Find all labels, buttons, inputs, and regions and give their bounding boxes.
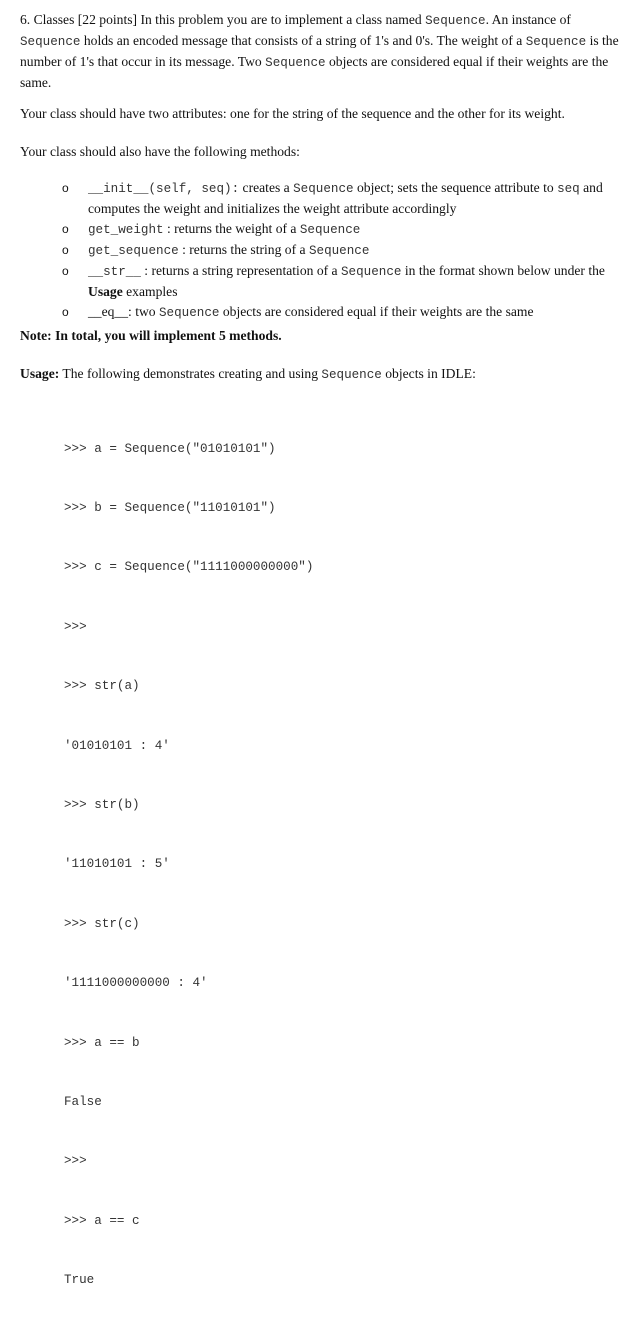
bullet-icon: o [62, 181, 69, 195]
code-line: False [64, 1094, 102, 1109]
bullet-icon: o [62, 305, 69, 319]
method-signature: __eq__ [88, 304, 129, 319]
code-line: '01010101 : 4' [64, 738, 170, 753]
class-name-code: Sequence [425, 14, 486, 28]
bullet-icon: o [62, 222, 69, 236]
method-item-get-weight: o get_weight : returns the weight of a Sequence [62, 221, 361, 237]
methods-list [0, 178, 637, 323]
code-line: >>> str(b) [64, 797, 140, 812]
method-signature: __init__(self, seq): [88, 182, 240, 196]
method-item-init: o __init__(self, seq): creates a Sequence object; sets the sequence attribute to seq and computes the weight and initializes the weight attribute accordingly [62, 180, 603, 216]
bullet-icon: o [62, 264, 69, 278]
method-item-get-sequence: o get_sequence : returns the string of a Sequence [62, 242, 370, 258]
bullet-icon: o [62, 243, 69, 257]
usage-paragraph: Usage: The following demonstrates creating and using Sequence objects in IDLE: [20, 366, 476, 382]
code-line: >>> a == b [64, 1035, 140, 1050]
code-line: >>> str(c) [64, 916, 140, 931]
usage-label: Usage: [20, 366, 60, 381]
code-line: '11010101 : 5' [64, 857, 170, 872]
problem-intro: 6. Classes [22 points] In this problem you are to implement a class named Sequence. An instance of Sequence holds an encoded message that consists of a string of 1's and 0's. The weight of a Sequence is the number of 1's that occur in its message. Two Sequence objects are considered equal if their weights are the same. [20, 12, 619, 90]
code-line: >>> c = Sequence("1111000000000") [64, 560, 314, 575]
method-signature: get_sequence [88, 244, 179, 258]
code-line: >>> a = Sequence("01010101") [64, 441, 276, 456]
code-line: >>> [64, 1154, 87, 1169]
code-line: True [64, 1273, 95, 1288]
methods-intro: Your class should also have the following methods: [20, 144, 300, 159]
code-line: >>> a == c [64, 1213, 140, 1228]
code-line: >>> b = Sequence("11010101") [64, 500, 276, 515]
code-line: >>> [64, 619, 87, 634]
method-item-eq: o __eq__: two Sequence objects are considered equal if their weights are the same [62, 304, 534, 320]
problem-heading: 6. Classes [22 points] [20, 12, 138, 27]
code-example [64, 400, 313, 1330]
note-paragraph: Note: In total, you will implement 5 methods. [20, 328, 282, 343]
attributes-paragraph: Your class should have two attributes: one for the string of the sequence and the other for its weight. [20, 106, 565, 121]
code-line: >>> str(a) [64, 679, 140, 694]
method-signature: get_weight [88, 223, 164, 237]
method-signature: __str__ [88, 265, 141, 279]
code-line: '1111000000000 : 4' [64, 976, 208, 991]
method-item-str: o __str__ : returns a string representation of a Sequence in the format shown below under the Usage examples [62, 263, 605, 299]
